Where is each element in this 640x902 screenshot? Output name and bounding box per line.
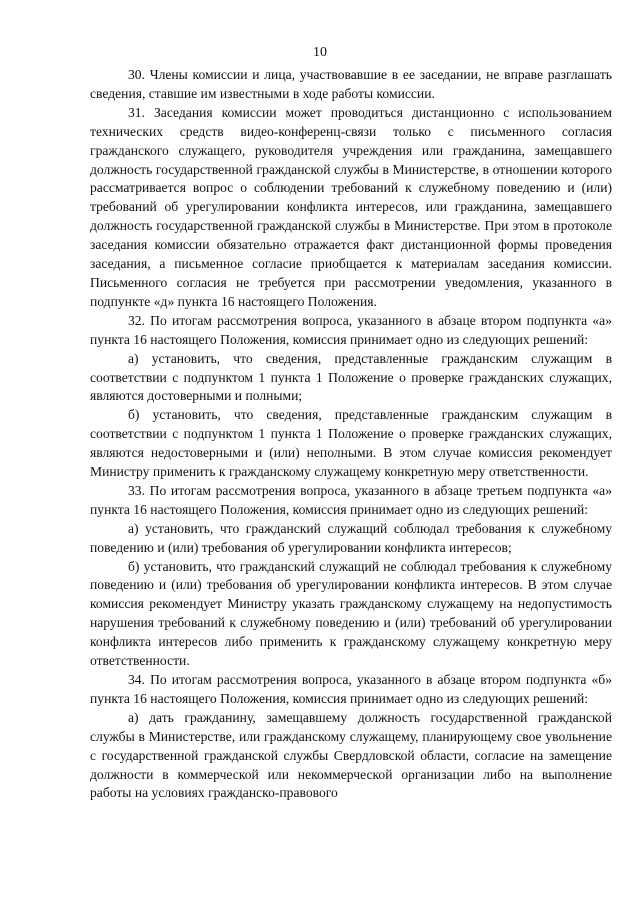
paragraph-32-b: б) установить, что сведения, представленные гражданским служащим в соответствии с подпунктом 1 пункта 1 Положение о проверке гражданских служащих, являются недостоверными и (или) неполными. В этом случае комиссия рекомендует Министру применить к гражданскому служащему конкретную меру ответственности. bbox=[90, 407, 612, 480]
paragraph-33-a: а) установить, что гражданский служащий соблюдал требования к служебному поведению и (или) требования об урегулировании конфликта интересов; bbox=[90, 520, 612, 555]
paragraph-31: 31. Заседания комиссии может проводиться дистанционно с использованием технических средств видео-конференц-связи только с письменного согласия гражданского служащего, руководителя учреждения или гражданина, замещавшего должность государственной гражданской службы в Министерстве, в отношении которого рассматривается вопрос о соблюдении требований к служебному поведению и (или) требований об урегулировании конфликта интересов, или гражданина, замещавшего должность государственной гражданской службы в Министерстве. При этом в протоколе заседания комиссии обязательно отражается факт дистанционной формы проведения заседания, а письменное согласие приобщается к материалам заседания комиссии. Письменного согласия не требуется при рассмотрении уведомления, указанного в подпункте «д» пункта 16 настоящего Положения. bbox=[90, 104, 612, 309]
paragraph-30: 30. Члены комиссии и лица, участвовавшие в ее заседании, не вправе разглашать сведения, ставшие им известными в ходе работы комиссии. bbox=[90, 67, 612, 101]
paragraph-32-a: а) установить, что сведения, представленные гражданским служащим в соответствии с подпунктом 1 пункта 1 Положение о проверке гражданских служащих, являются достоверными и полными; bbox=[90, 350, 612, 404]
paragraph-33: 33. По итогам рассмотрения вопроса, указанного в абзаце третьем подпункта «а» пункта 16 настоящего Положения, комиссия принимает одно из следующих решений: bbox=[90, 482, 612, 517]
paragraph-34-a: а) дать гражданину, замещавшему должность государственной гражданской службы в Министерстве, или гражданскому служащему, планирующему свое увольнение с государственной гражданской службы Свердловской области, согласие на замещение должности в коммерческой или некоммерческой организации либо на выполнение работы на условиях гражданско-правового bbox=[90, 709, 612, 801]
page-number: 10 bbox=[313, 45, 327, 60]
paragraph-34: 34. По итогам рассмотрения вопроса, указанного в абзаце втором подпункта «б» пункта 16 настоящего Положения, комиссия принимает одно из следующих решений: bbox=[90, 672, 612, 706]
document-body bbox=[90, 66, 612, 803]
paragraph-33-b: б) установить, что гражданский служащий не соблюдал требования к служебному поведению и (или) требования об урегулировании конфликта интересов. В этом случае комиссия рекомендует Министру указать гражданскому служащему на недопустимость нарушения требований к служебному поведению и (или) требований об урегулировании конфликта интересов либо применить к гражданскому служащему конкретную меру ответственности. bbox=[90, 558, 612, 669]
paragraph-32: 32. По итогам рассмотрения вопроса, указанного в абзаце втором подпункта «а» пункта 16 настоящего Положения, комиссия принимает одно из следующих решений: bbox=[90, 312, 612, 347]
